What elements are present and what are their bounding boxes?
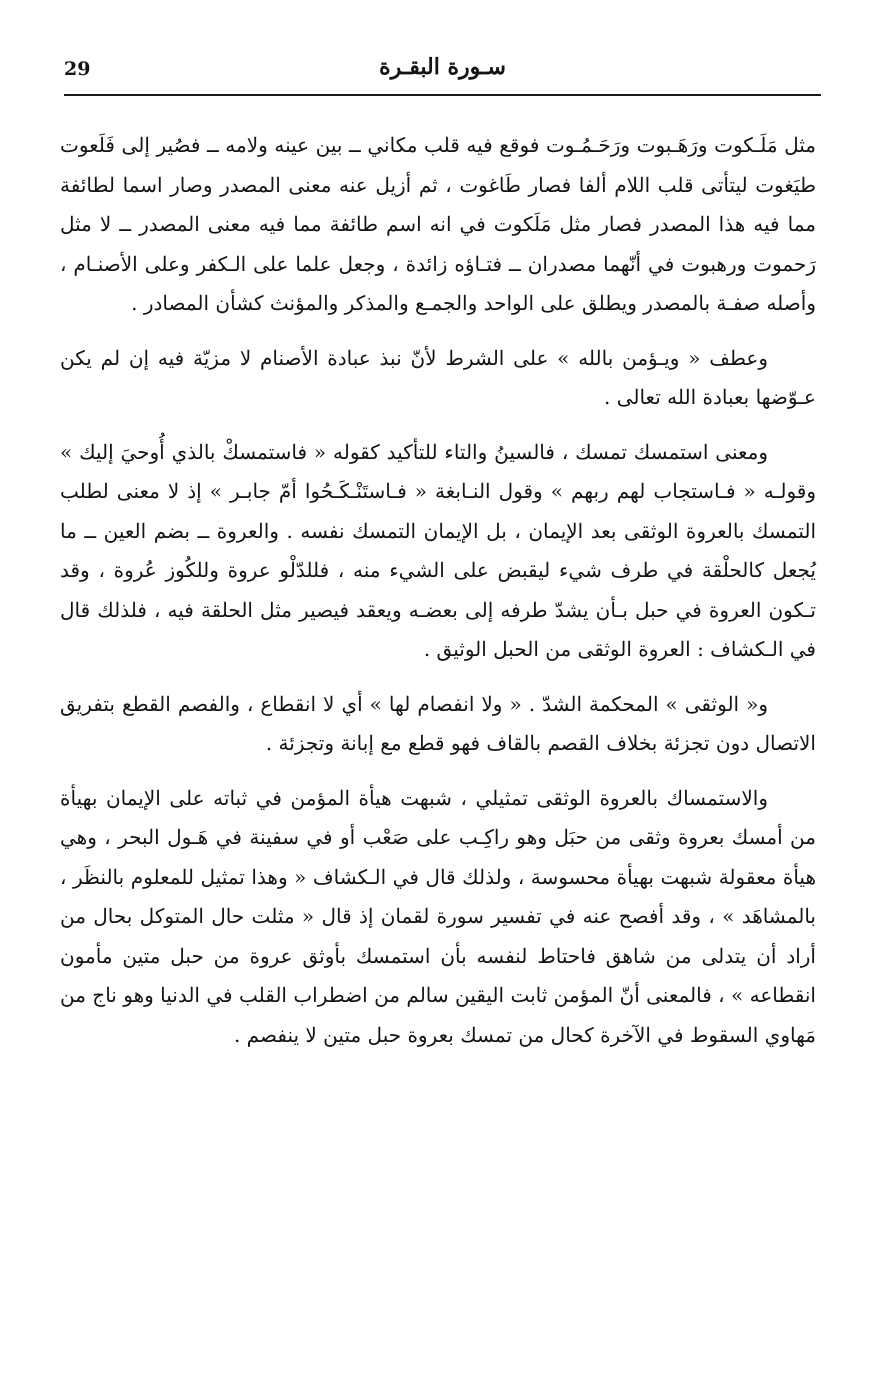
page-number: 29 xyxy=(64,58,91,80)
paragraph-2: وعطف « ويـؤمن بالله » على الشرط لأنّ نبذ عبادة الأصنام لا مزيّة فيه إن لم يكن عـوّضها بعبادة الله تعالى . xyxy=(60,345,816,409)
page-body xyxy=(60,126,816,1070)
paragraph-3: ومعنى استمسك تمسك ، فالسينُ والتاء للتأكيد كقوله « فاستمسكْ بالذي أُوحيَ إليك » وقولـه « فـاستجاب لهم ربهم » وقول النـابغة « فـاستَنْـكَـحُوا أمّ جابـر » إذ لا معنى لطلب التمسك بالعروة الوثقى بعد الإيمان ، بل الإيمان التمسك نفسه . والعروة ــ بضم العين ــ ما يُجعل كالحلْقة في طرف شيء ليقبض على الشيء منه ، فللدّلْو عروة وللكُوز عُروة ، وقد تـكون العروة في حبل بـأن يشدّ طرفه إلى بعضـه ويعقد فيصير مثل الحلقة فيه ، فلذلك قال في الـكشاف : العروة الوثقى من الحبل الوثيق . xyxy=(60,439,816,661)
paragraph-5: والاستمساك بالعروة الوثقى تمثيلي ، شبهت هيأة المؤمن في ثباته على الإيمان بهيأة من أمسك بعروة وثقى من حبَل وهو راكِـب على صَعْب أو في سفينة في هَـول البحر ، وهي هيأة معقولة شبهت بهيأة محسوسة ، ولذلك قال في الـكشاف « وهذا تمثيل للمعلوم بالنظَر ، بالمشاهَد » ، وقد أفصح عنه في تفسير سورة لقمان إذ قال « مثلت حال المتوكل بحال من أراد أن يتدلى من شاهق فاحتاط لنفسه بأن استمسك بأوثق عروة من حبل متين مأمون انقطاعه » ، فالمعنى أنّ المؤمن ثابت اليقين سالم من اضطراب القلب في الدنيا وهو ناج من مَهاوي السقوط في الآخرة كحال من تمسك بعروة حبل متين لا ينفصم . xyxy=(60,785,816,1047)
running-title: سـورة البقـرة xyxy=(379,54,506,80)
paragraph-1: مثل مَلَـكوت ورَهَـبوت ورَحَـمُـوت فوقع فيه قلب مكاني ــ بين عينه ولامه ــ فصُير إلى فَلَعوت طيَغوت ليتأتى قلب اللام ألفا فصار طَاغوت ، ثم أزيل عنه معنى المصدر وصار اسما لطائفة مما فيه هذا المصدر فصار مثل مَلَكوت في انه اسم طائفة مما فيه معنى المصدر ــ لا مثل رَحموت ورهبوت في أنّهما مصدران ــ فتـاؤه زائدة ، وجعل علما على الـكفر وعلى الأصنـام ، وأصله صفـة بالمصدر ويطلق على الواحد والجمـع والمذكر والمؤنث كشأن المصادر . xyxy=(60,133,816,315)
page-header xyxy=(64,52,821,92)
paragraph-4: و« الوثقى » المحكمة الشدّ . « ولا انفصام لها » أي لا انقطاع ، والفصم القطع بتفريق الاتصال دون تجزئة بخلاف القصم بالقاف فهو قطع مع إبانة وتجزئة . xyxy=(60,691,816,755)
header-divider xyxy=(64,94,821,96)
